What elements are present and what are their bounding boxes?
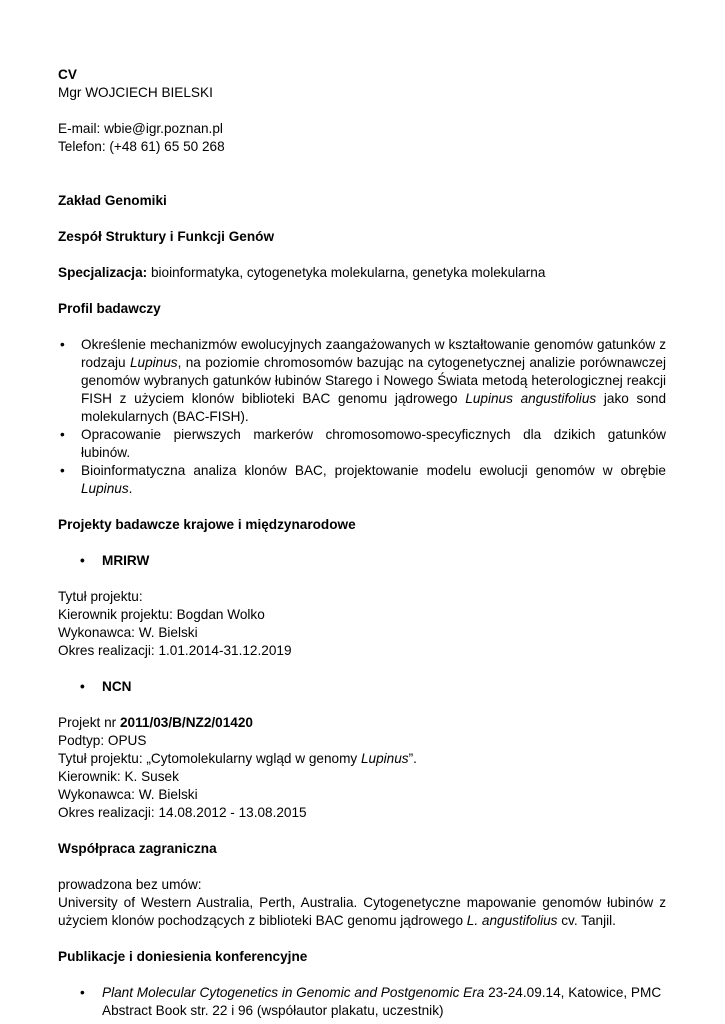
publication-title: Plant Molecular Cytogenetics in Genomic and Postgenomic Era xyxy=(102,985,485,1000)
mrirw-period: Okres realizacji: 1.01.2014-31.12.2019 xyxy=(58,643,292,658)
cv-document xyxy=(58,66,666,1020)
cooperation-note: prowadzona bez umów: xyxy=(58,877,202,892)
mrirw-title: Tytuł projektu: xyxy=(58,589,143,604)
list-item xyxy=(58,336,666,426)
specialization-line xyxy=(58,264,666,282)
item-text: Określenie mechanizmów ewolucyjnych zaangażowanych w kształtowanie genomów gatunków z rodzaju xyxy=(81,337,666,370)
item-italic: Lupinus xyxy=(81,481,129,496)
publications-heading: Publikacje i doniesienia konferencyjne xyxy=(58,949,308,964)
ncn-number: 2011/03/B/NZ2/01420 xyxy=(119,715,253,730)
specialization-label: Specjalizacja: xyxy=(58,265,148,280)
item-text: Opracowanie pierwszych markerów chromosomowo-specyficznych dla dzikich gatunków łubinów. xyxy=(81,427,666,460)
mrirw-leader: Kierownik projektu: Bogdan Wolko xyxy=(58,607,265,622)
item-text: jako sond molekularnych (BAC-FISH). xyxy=(81,391,667,424)
research-profile-heading: Profil badawczy xyxy=(58,301,161,316)
item-italic: Lupinus xyxy=(129,355,178,370)
list-item xyxy=(58,426,666,462)
cooperation-text-part: University of Western Australia, Perth, Australia. Cytogenetyczne mapowanie genomów łubinów z użyciem klonów pochodzących z biblioteki BAC genomu jądrowego xyxy=(58,895,666,928)
email-line: E-mail: wbie@igr.poznan.pl xyxy=(58,121,223,136)
cv-label: CV xyxy=(58,67,77,82)
item-text: , na poziomie chromosomów bazując na cytogenetycznej analizie porównawczej genomów wybranych gatunków łubinów Starego i Nowego Świata metodą heterologicznej reakcji FISH z użyciem klonów biblioteki BAC genomu jądrowego xyxy=(81,355,666,406)
projects-heading: Projekty badawcze krajowe i międzynarodowe xyxy=(58,517,356,532)
specialization-value: bioinformatyka, cytogenetyka molekularna, genetyka molekularna xyxy=(147,265,546,280)
phone-line: Telefon: (+48 61) 65 50 268 xyxy=(58,139,225,154)
item-text: . xyxy=(128,481,133,496)
ncn-number-prefix: Projekt nr xyxy=(58,715,120,730)
ncn-contractor: Wykonawca: W. Bielski xyxy=(58,787,198,802)
ncn-period: Okres realizacji: 14.08.2012 - 13.08.2015 xyxy=(58,805,307,820)
research-profile-list xyxy=(58,336,666,498)
mrirw-contractor: Wykonawca: W. Bielski xyxy=(58,625,198,640)
cooperation-italic: L. angustifolius xyxy=(466,913,558,928)
team-heading: Zespół Struktury i Funkcji Genów xyxy=(58,229,275,244)
ncn-title-prefix: Tytuł projektu: „Cytomolekularny wgląd w genomy xyxy=(58,751,361,766)
publications-list xyxy=(58,984,666,1020)
item-italic: Lupinus angustifolius xyxy=(465,391,597,406)
publication-details: 23-24.09.14, Katowice, PMC Abstract Book str. 22 i 96 (współautor plakatu, uczestnik) xyxy=(102,985,662,1018)
list-item xyxy=(58,462,666,498)
item-text: Bioinformatyczna analiza klonów BAC, projektowanie modelu ewolucji genomów w obrębie xyxy=(81,463,666,478)
ncn-number-line xyxy=(58,714,666,732)
cooperation-text xyxy=(58,894,666,930)
ncn-subtype: Podtyp: OPUS xyxy=(58,733,147,748)
ncn-title-suffix: ”. xyxy=(408,751,417,766)
project-label-ncn: • NCN xyxy=(58,678,666,696)
mrirw-list xyxy=(58,552,666,570)
list-item xyxy=(58,984,666,1020)
ncn-title-italic: Lupinus xyxy=(360,751,409,766)
ncn-leader: Kierownik: K. Susek xyxy=(58,769,179,784)
cooperation-heading: Współpraca zagraniczna xyxy=(58,841,217,856)
department-heading: Zakład Genomiki xyxy=(58,193,167,208)
ncn-list xyxy=(58,678,666,696)
person-name: Mgr WOJCIECH BIELSKI xyxy=(58,85,213,100)
ncn-title-line xyxy=(58,750,666,768)
project-label-mrirw: • MRIRW xyxy=(58,552,666,570)
cooperation-text-part: cv. Tanjil. xyxy=(557,913,616,928)
